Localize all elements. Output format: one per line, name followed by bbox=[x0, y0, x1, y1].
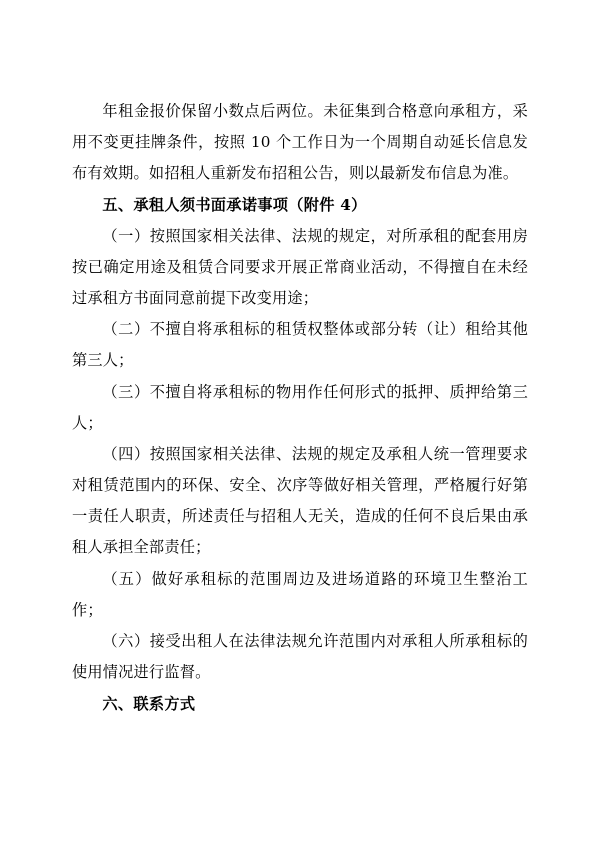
paragraph-commitment-5: （五）做好承租标的范围周边及进场道路的环境卫生整治工作； bbox=[72, 569, 528, 619]
paragraph-rent-price: 年租金报价保留小数点后两位。未征集到合格意向承租方，采用不变更挂牌条件，按照 10 个工作日为一个周期自动延长信息发布有效期。如招租人重新发布招租公告，则以最新发布信息为准。 bbox=[72, 102, 528, 182]
paragraph-commitment-4: （四）按照国家相关法律、法规的规定及承租人统一管理要求对租赁范围内的环保、安全、次序等做好相关管理，严格履行好第一责任人职责，所述责任与招租人无关，造成的任何不良后果由承租人承担全部责任； bbox=[72, 445, 528, 556]
paragraph-commitment-6: （六）接受出租人在法律法规允许范围内对承租人所承租标的使用情况进行监督。 bbox=[72, 632, 528, 681]
paragraph-commitment-3: （三）不擅自将承租标的物用作任何形式的抵押、质押给第三人； bbox=[72, 382, 528, 432]
paragraph-commitment-1: （一）按照国家相关法律、法规的规定，对所承租的配套用房按已确定用途及租赁合同要求开展正常商业活动，不得擅自在未经过承租方书面同意前提下改变用途； bbox=[72, 226, 528, 307]
section-heading-six: 六、联系方式 bbox=[102, 694, 196, 713]
document-body bbox=[72, 96, 528, 720]
section-heading-five: 五、承租人须书面承诺事项（附件 4） bbox=[102, 195, 367, 214]
paragraph-commitment-2: （二）不擅自将承租标的租赁权整体或部分转（让）租给其他第三人； bbox=[72, 320, 528, 369]
